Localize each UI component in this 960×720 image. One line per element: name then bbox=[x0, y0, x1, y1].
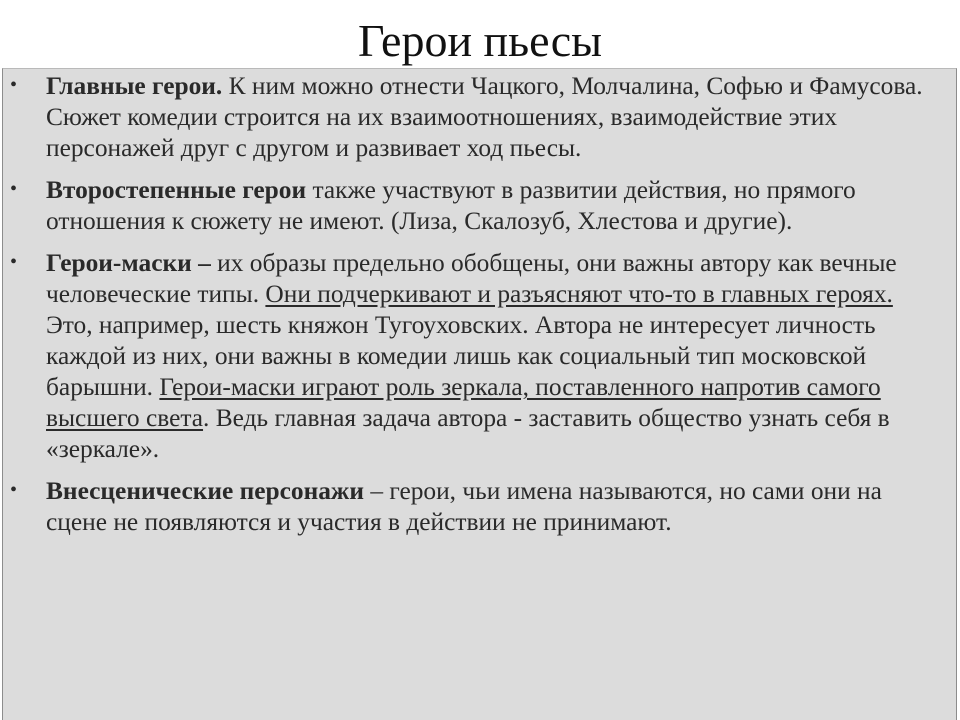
description-mask-heroes-part-2: Это, например, шесть княжон Тугоуховских. Автора не интересует личность каждой из них, они важны в комедии лишь как социальный тип московской барышни. bbox=[46, 311, 876, 401]
slide-title: Герои пьесы bbox=[357, 15, 603, 66]
content-box bbox=[2, 68, 957, 720]
term-secondary-heroes: Второстепенные герои bbox=[46, 176, 307, 204]
bullet-item-main-heroes bbox=[3, 71, 956, 164]
bullet-icon: • bbox=[10, 178, 18, 200]
description-offstage-characters: – герои, чьи имена называются, но сами они на сцене не появляются и участия в действии не принимают. bbox=[46, 477, 882, 536]
term-main-heroes: Главные герои. bbox=[46, 72, 223, 100]
bullet-list bbox=[3, 71, 956, 538]
bullet-icon: • bbox=[10, 74, 18, 96]
underlined-phrase-2: Герои-маски играют роль зеркала, поставленного напротив самого высшего света bbox=[46, 373, 881, 432]
bullet-item-mask-heroes bbox=[3, 248, 956, 465]
underlined-phrase-1: Они подчеркивают и разъясняют что-то в главных героях. bbox=[265, 280, 893, 308]
term-offstage-characters: Внесценические персонажи bbox=[46, 477, 364, 505]
bullet-item-secondary-heroes bbox=[3, 175, 956, 237]
description-secondary-heroes: также участвуют в развитии действия, но прямого отношения к сюжету не имеют. (Лиза, Скалозуб, Хлестова и другие). bbox=[46, 176, 856, 235]
bullet-icon: • bbox=[10, 251, 18, 273]
term-mask-heroes: Герои-маски – bbox=[46, 249, 211, 277]
description-mask-heroes-part-1: их образы предельно обобщены, они важны автору как вечные человеческие типы. bbox=[46, 249, 897, 308]
bullet-icon: • bbox=[10, 479, 18, 501]
description-main-heroes: К ним можно отнести Чацкого, Молчалина, Софью и Фамусова. Сюжет комедии строится на их взаимоотношениях, взаимодействие этих персонажей друг с другом и развивает ход пьесы. bbox=[46, 72, 923, 162]
description-mask-heroes-part-3: . Ведь главная задача автора - заставить общество узнать себя в «зеркале». bbox=[46, 404, 890, 463]
bullet-item-offstage-characters bbox=[3, 476, 956, 538]
